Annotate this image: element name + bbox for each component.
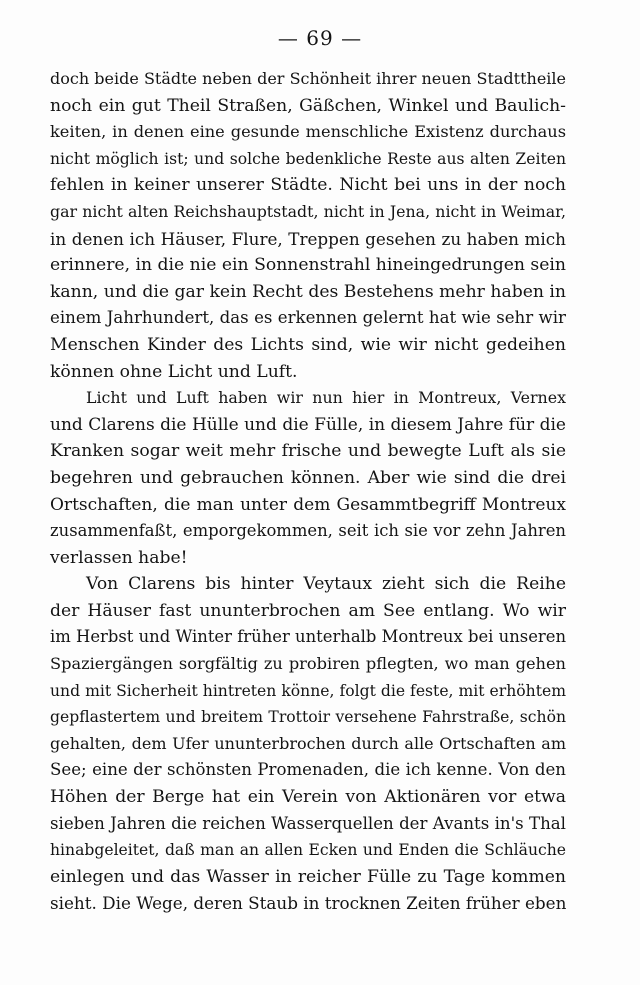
text-line: sieht. Die Wege, deren Staub in trocknen Zeiten früher eben xyxy=(50,893,567,914)
text-line: See; eine der schönsten Promenaden, die ich kenne. Von den xyxy=(50,760,566,780)
text-line: zusammenfaßt, emporgekommen, seit ich sie vor zehn Jahren xyxy=(50,521,566,541)
text-line: doch beide Städte neben der Schönheit ihrer neuen Stadttheile xyxy=(50,69,566,88)
text-line: Kranken sogar weit mehr frische und bewegte Luft als sie xyxy=(50,441,566,462)
text-line: fehlen in keiner unserer Städte. Nicht bei uns in der noch xyxy=(50,175,566,196)
text-line: gehalten, dem Ufer ununterbrochen durch alle Ortschaften am xyxy=(50,733,566,753)
text-line: gepflastertem und breitem Trottoir versehene Fahrstraße, schön xyxy=(50,708,566,727)
body-text xyxy=(50,66,566,917)
text-line: Höhen der Berge hat ein Verein von Aktionären vor etwa xyxy=(50,787,566,808)
text-line: einem Jahrhundert, das es erkennen gelernt hat wie sehr wir xyxy=(50,308,566,328)
text-line: kann, und die gar kein Recht des Bestehens mehr haben in xyxy=(50,281,566,302)
page-number: — 69 — xyxy=(277,26,363,50)
text-line: sieben Jahren die reichen Wasserquellen der Avants in's Thal xyxy=(50,813,566,833)
text-line: in denen ich Häuser, Flure, Treppen gesehen zu haben mich xyxy=(50,228,566,249)
text-line: können ohne Licht und Luft. xyxy=(50,361,298,382)
text-line: im Herbst und Winter früher unterhalb Montreux bei unseren xyxy=(50,627,566,647)
text-line: begehren und gebrauchen können. Aber wie sind die drei xyxy=(50,467,566,488)
text-line: und mit Sicherheit hintreten könne, folgt die feste, mit erhöhtem xyxy=(50,681,566,700)
text-line: noch ein gut Theil Straßen, Gäßchen, Winkel und Baulich- xyxy=(50,95,566,116)
text-line: Von Clarens bis hinter Veytaux zieht sich die Reihe xyxy=(86,574,566,595)
text-line: nicht möglich ist; und solche bedenkliche Reste aus alten Zeiten xyxy=(50,149,566,168)
text-line: Ortschaften, die man unter dem Gesammtbegriff Montreux xyxy=(50,494,566,515)
text-line: gar nicht alten Reichshauptstadt, nicht in Jena, nicht in Weimar, xyxy=(50,201,566,221)
text-line: verlassen habe! xyxy=(50,547,188,568)
text-line: hinabgeleitet, daß man an allen Ecken und Enden die Schläuche xyxy=(50,841,566,860)
text-line: keiten, in denen eine gesunde menschliche Existenz durchaus xyxy=(50,122,566,142)
text-line: Spaziergängen sorgfältig zu probiren pflegten, wo man gehen xyxy=(50,654,566,674)
text-line: Menschen Kinder des Lichts sind, wie wir nicht gedeihen xyxy=(50,334,566,355)
text-line: und Clarens die Hülle und die Fülle, in diesem Jahre für die xyxy=(50,414,566,435)
text-line: der Häuser fast ununterbrochen am See entlang. Wo wir xyxy=(50,600,566,621)
text-line: einlegen und das Wasser in reicher Fülle zu Tage kommen xyxy=(50,866,566,887)
text-line: Licht und Luft haben wir nun hier in Montreux, Vernex xyxy=(86,388,566,408)
text-line: erinnere, in die nie ein Sonnenstrahl hineingedrungen sein xyxy=(50,255,566,276)
